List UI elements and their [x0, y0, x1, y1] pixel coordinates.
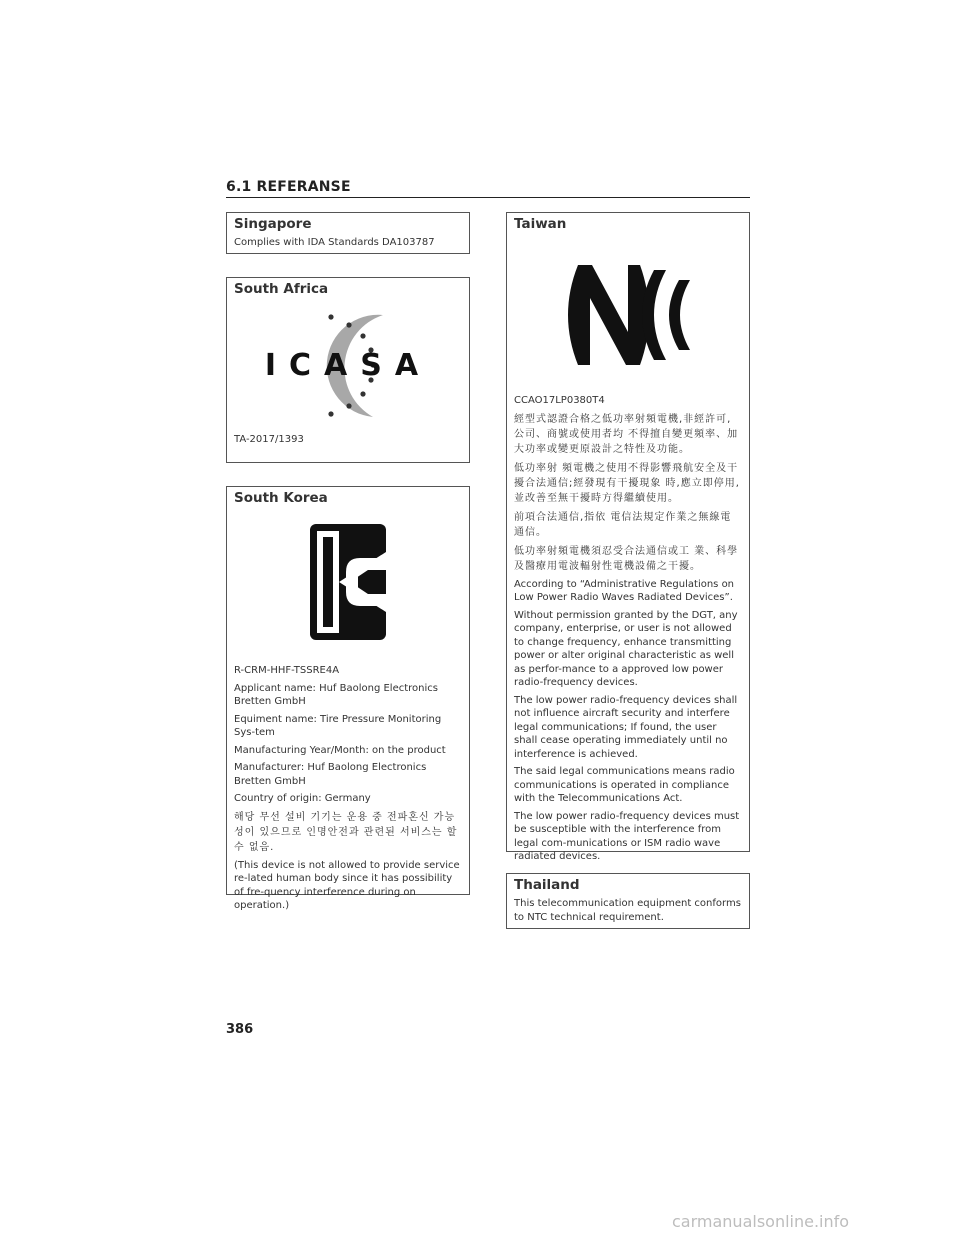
korea-paragraph: R-CRM-HHF-TSSRE4A: [234, 665, 340, 676]
icasa-dot: [328, 411, 333, 416]
icasa-dot: [360, 333, 365, 338]
south-africa-box: [226, 277, 470, 463]
kc-mark-icon: [308, 522, 388, 642]
korea-paragraph: Equiment name: Tire Pressure Monitoring Sys-tem: [234, 713, 442, 738]
thailand-box: [506, 873, 750, 929]
page-number: 386: [226, 1022, 254, 1037]
taiwan-title: Taiwan: [514, 216, 567, 232]
korea-paragraph: (This device is not allowed to provide service re-lated human body since it has possibility of fre-quency interference during on operation.): [234, 859, 460, 911]
section-header: [226, 179, 750, 198]
icasa-logo-wrap: [234, 301, 462, 425]
singapore-text: Complies with IDA Standards DA103787: [234, 237, 435, 248]
south-korea-title: South Korea: [234, 490, 328, 506]
taiwan-paragraph: According to “Administrative Regulations on Low Power Radio Waves Radiated Devices”.: [514, 578, 735, 603]
icasa-logo: [233, 301, 463, 425]
korea-paragraph-korean: 해당 무선 설비 기기는 운용 중 전파혼신 가능성이 있으므로 인명안전과 관련된 서비스는 할 수 없음.: [234, 811, 458, 853]
south-africa-title: South Africa: [234, 281, 329, 297]
taiwan-paragraph: The said legal communications means radio communications is operated in compliance with the Telecommunications Act.: [514, 766, 735, 804]
icasa-dot: [360, 391, 365, 396]
korea-paragraph: Manufacturing Year/Month: on the product: [234, 744, 446, 756]
korea-paragraph: Manufacturer: Huf Baolong Electronics Bretten GmbH: [234, 762, 427, 787]
taiwan-paragraph: The low power radio-frequency devices must be susceptible with the interference from legal com-munications or ISM radio wave radiated devices.: [514, 810, 740, 862]
thailand-title: Thailand: [514, 877, 580, 893]
kc-logo-wrap: [234, 522, 462, 642]
south-africa-code: TA-2017/1393: [234, 434, 304, 445]
korea-paragraph: Applicant name: Huf Baolong Electronics Bretten GmbH: [234, 682, 438, 707]
ncc-mark-icon: [558, 250, 698, 380]
singapore-box: [226, 212, 470, 254]
singapore-title: Singapore: [234, 216, 312, 232]
taiwan-paragraph-cjk: 經型式認證合格之低功率射頻電機,非經許可,公司、商號或使用者均 不得擅自變更頻率、加大功率或變更原設計之特性及功能。: [514, 413, 739, 455]
south-korea-box: [226, 486, 470, 911]
section-title: 6.1 REFERANSE: [226, 179, 351, 195]
taiwan-paragraph: Without permission granted by the DGT, any company, enterprise, or user is not allowed to change frequency, enhance transmitting power or alter original characteristic as well as perfor-mance to a approved low power radio-frequency devices.: [514, 609, 738, 688]
taiwan-paragraph-cjk: 低功率射 頻電機之使用不得影響飛航安全及干擾合法通信;經發現有干擾現象 時,應立即停用,並改善至無干擾時方得繼續使用。: [514, 462, 740, 504]
icasa-dot: [346, 322, 351, 327]
taiwan-paragraph: The low power radio-frequency devices shall not influence aircraft security and interfere legal communications; If found, the user shall cease operating immediately until no interference is achieved.: [514, 694, 738, 760]
ncc-logo-wrap: [514, 250, 742, 380]
thailand-text: This telecommunication equipment conforms to NTC technical requirement.: [514, 898, 741, 923]
taiwan-paragraph-cjk: 前項合法通信,指依 電信法規定作業之無線電通信。: [514, 511, 732, 538]
korea-paragraph: Country of origin: Germany: [234, 793, 371, 804]
taiwan-code: CCAO17LP0380T4: [514, 395, 605, 406]
watermark: carmanualsonline.info: [672, 1212, 850, 1231]
icasa-dot: [328, 314, 333, 319]
icasa-dot: [346, 403, 351, 408]
taiwan-paragraph-cjk: 低功率射頻電機須忍受合法通信或工 業、科學及醫療用電波輻射性電機設備之干擾。: [514, 545, 739, 572]
icasa-wordmark: ICASA: [264, 348, 432, 383]
taiwan-box: [506, 212, 750, 862]
